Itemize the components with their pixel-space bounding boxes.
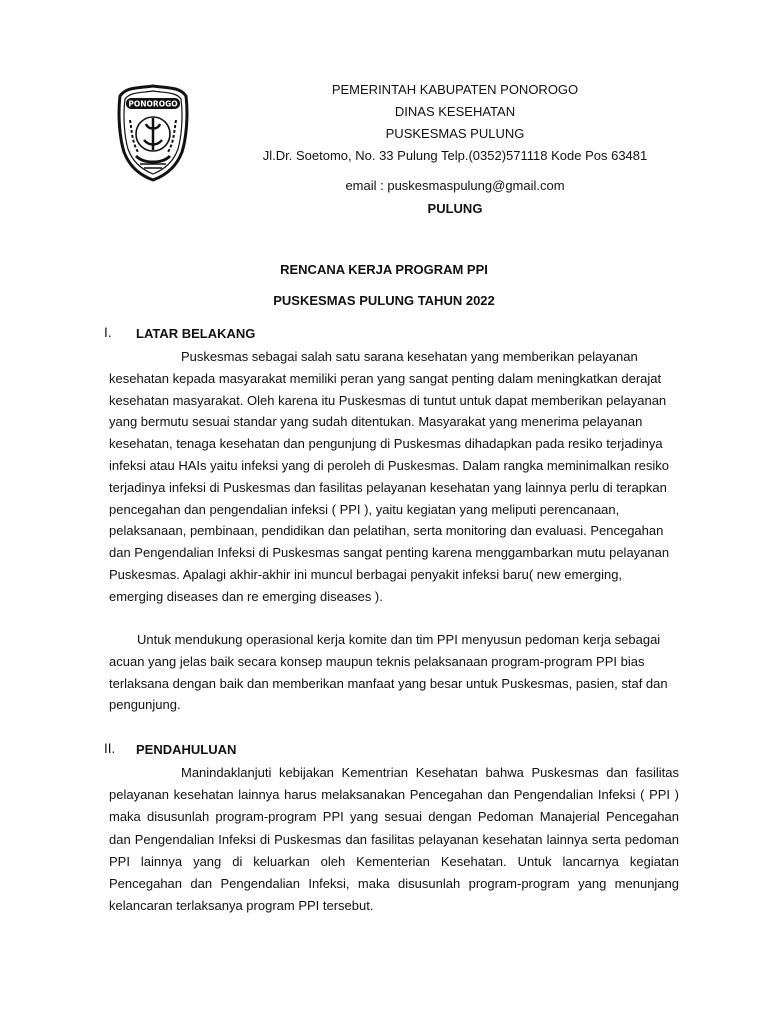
letterhead-place: PULUNG [427, 201, 483, 216]
letterhead-institution: PUSKESMAS PULUNG [385, 126, 525, 141]
section-1-paragraph-1: Puskesmas sebagai salah satu sarana kesehatan yang memberikan pelayanan kesehatan kepada masyarakat memiliki peran yang sangat penting dalam meningkatkan derajat kesehatan masyarakat. Oleh karena itu Puskesmas di tuntut untuk dapat memberikan pelayanan yang bermutu sesuai standar yang sudah ditentukan. Masyarakat yang menerima pelayanan kesehatan, tenaga kesehatan dan pengunjung di Puskesmas dihadapkan pada resiko terjadinya infeksi atau HAIs yaitu infeksi yang di peroleh di Puskesmas. Dalam rangka meminimalkan resiko terjadinya infeksi di Puskesmas dan fasilitas pelayanan kesehatan yang lainnya perlu di terapkan pencegahan dan pengendalian infeksi ( PPI ), yaitu kegiatan yang meliputi perencanaan, pelaksanaan, pembinaan, pendidikan dan pelatihan, serta monitoring dan evaluasi. Pencegahan dan Pengendalian Infeksi di Puskesmas sangat penting karena menggambarkan mutu pelayanan Puskesmas. Apalagi akhir-akhir ini muncul berbagai penyakit infeksi baru( new emerging, emerging diseases dan re emerging diseases ). [109, 349, 670, 604]
section-2-heading: PENDAHULUAN [136, 742, 237, 757]
regency-crest-logo [116, 84, 190, 182]
section-1-paragraph-2: Untuk mendukung operasional kerja komite dan tim PPI menyusun pedoman kerja sebagai acuan yang jelas baik secara konsep maupun teknis pelaksanaan program-program PPI bias terlaksana dengan baik dan memberikan manfaat yang besar untuk Puskesmas, pasien, staf dan pengunjung. [109, 632, 668, 713]
document-title: RENCANA KERJA PROGRAM PPI [280, 262, 488, 277]
letterhead-government: PEMERINTAH KABUPATEN PONOROGO [331, 82, 579, 97]
document-subtitle: PUSKESMAS PULUNG TAHUN 2022 [273, 293, 495, 308]
section-2-number: II. [104, 741, 116, 756]
section-1-number: I. [104, 325, 112, 340]
ponorogo-regency-crest-icon [116, 84, 190, 182]
letterhead-department: DINAS KESEHATAN [394, 104, 516, 119]
section-2-paragraph-1: Manindaklanjuti kebijakan Kementrian Kesehatan bahwa Puskesmas dan fasilitas pelayanan kesehatan lainnya harus melaksanakan Pencegahan dan Pengendalian Infeksi ( PPI ) maka disusunlah program-program PPI yang sesuai dengan Pedoman Manajerial Pencegahan dan Pengendalian Infeksi di Puskesmas dan fasilitas pelayanan kesehatan lainnya serta pedoman PPI lainnya yang di keluarkan oleh Kementerian Kesehatan. Untuk lancarnya kegiatan Pencegahan dan Pengendalian Infeksi, maka disusunlah program-program yang menunjang kelancaran terlaksanya program PPI tersebut. [109, 765, 679, 914]
crest-text: PONOROGO [128, 99, 178, 109]
letterhead-address: Jl.Dr. Soetomo, No. 33 Pulung Telp.(0352)571118 Kode Pos 63481 [262, 148, 648, 163]
letterhead-email: email : puskesmaspulung@gmail.com [345, 178, 565, 193]
section-1-heading: LATAR BELAKANG [136, 326, 256, 341]
